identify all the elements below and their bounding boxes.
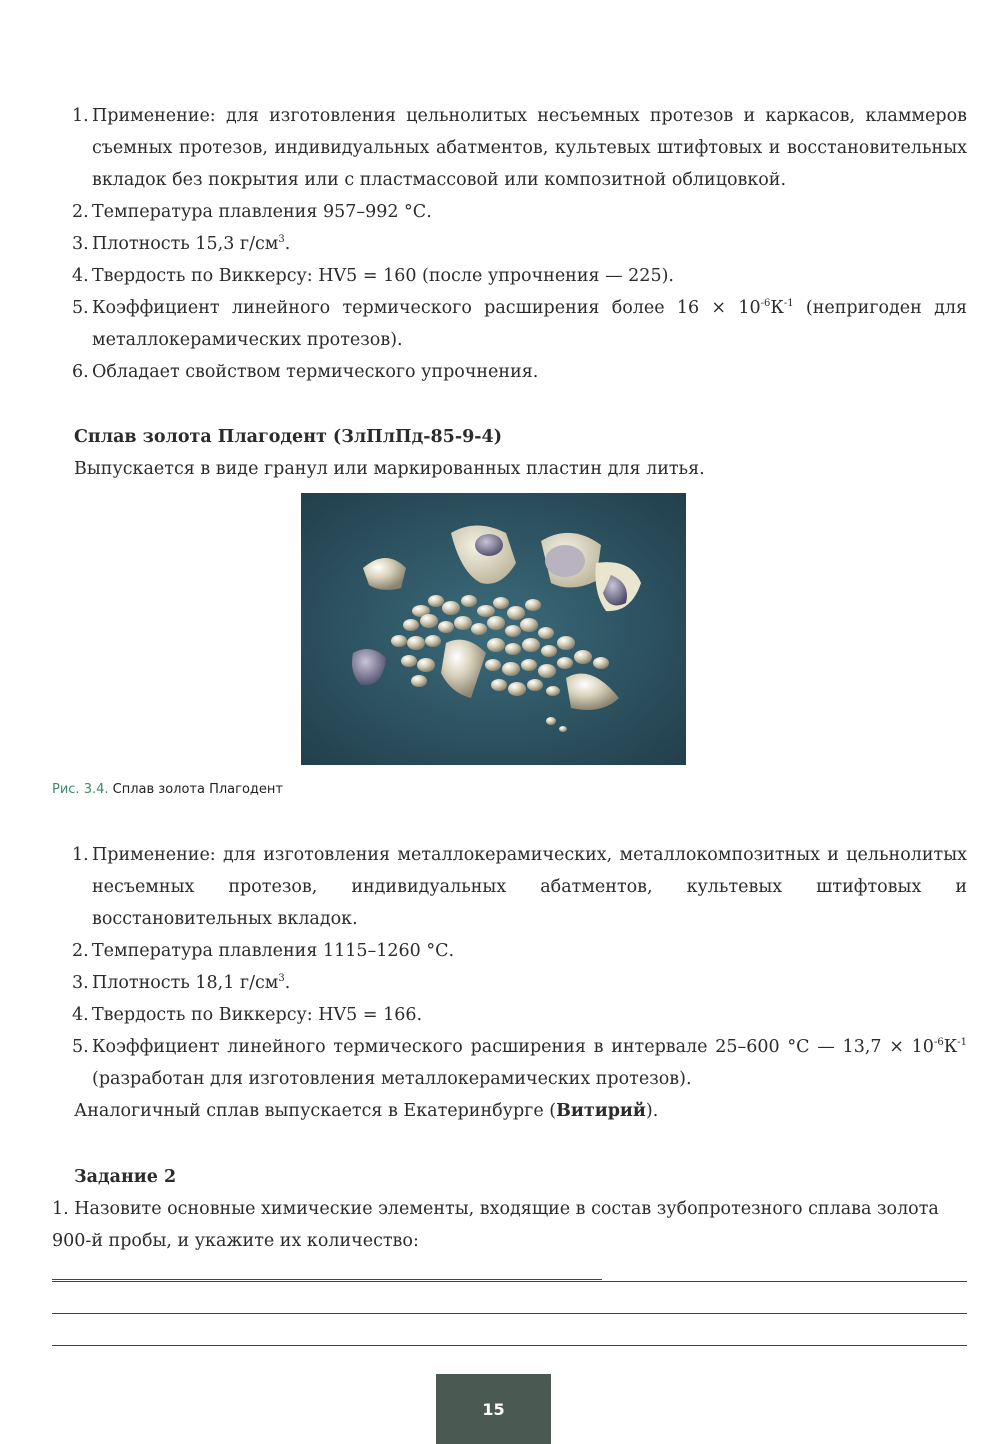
list-item: 2. Температура плавления 1115–1260 °С.	[72, 941, 455, 961]
list-item: 4. Твердость по Виккерсу: HV5 = 160 (после упрочнения — 225).	[72, 266, 674, 286]
answer-line[interactable]	[52, 1313, 967, 1314]
figure-caption	[52, 782, 283, 797]
list-item: 2. Температура плавления 957–992 °С.	[72, 202, 432, 222]
list-item: 5. Коэффициент линейного термического расширения более $16 \times 10^{-6}К^{-1}$ (непригоден для металлокерамических протезов).	[72, 298, 967, 350]
answer-line[interactable]	[52, 1281, 967, 1282]
list-item: 1. Применение: для изготовления металлокерамических, металлокомпозитных и цельнолитых несъемных протезов, индивидуальных абатментов, культевых штифтовых и восстановительных вкладок.	[72, 845, 967, 929]
list-item: 3. Плотность 15,3 $г/см^3$.	[72, 234, 291, 254]
alloy-photo	[301, 493, 686, 765]
list-item: 1. Применение: для изготовления цельнолитых несъемных протезов и каркасов, кламмеров съемных протезов, индивидуальных абатментов, культевых штифтовых и восстановительных вкладок без покрытия или с пластмассовой или композитной облицовкой.	[72, 106, 967, 190]
section-intro: Выпускается в виде гранул или маркированных пластин для литья.	[74, 459, 705, 479]
figure-number: Рис. 3.4.	[52, 782, 109, 797]
properties-list-2	[72, 839, 967, 1095]
list-item: 6. Обладает свойством термического упрочнения.	[72, 362, 539, 382]
list-item: 3. Плотность 18,1 $г/см^3$.	[72, 973, 291, 993]
task-question: 1. Назовите основные химические элементы, входящие в состав зубопротезного сплава золота 900-й пробы, и укажите их количество:	[52, 1193, 967, 1291]
list-item: 5. Коэффициент линейного термического расширения в интервале 25–600 °С — $13,7 \times 10^{-6}К^{-1}$ (разработан для изготовления металлокерамических протезов).	[72, 1037, 967, 1089]
figure-title: Сплав золота Плагодент	[112, 782, 283, 797]
page-number: 15	[436, 1374, 551, 1444]
list-item: 4. Твердость по Виккерсу: HV5 = 166.	[72, 1005, 423, 1025]
answer-line[interactable]	[52, 1257, 602, 1280]
alloy-granules-illustration	[301, 493, 686, 765]
answer-line[interactable]	[52, 1345, 967, 1346]
analog-note: Аналогичный сплав выпускается в Екатеринбурге (Витирий).	[74, 1101, 659, 1121]
task-heading: Задание 2	[74, 1167, 177, 1187]
section-heading: Сплав золота Плагодент (ЗлПлПд-85-9-4)	[74, 427, 503, 447]
properties-list-1	[72, 100, 967, 388]
